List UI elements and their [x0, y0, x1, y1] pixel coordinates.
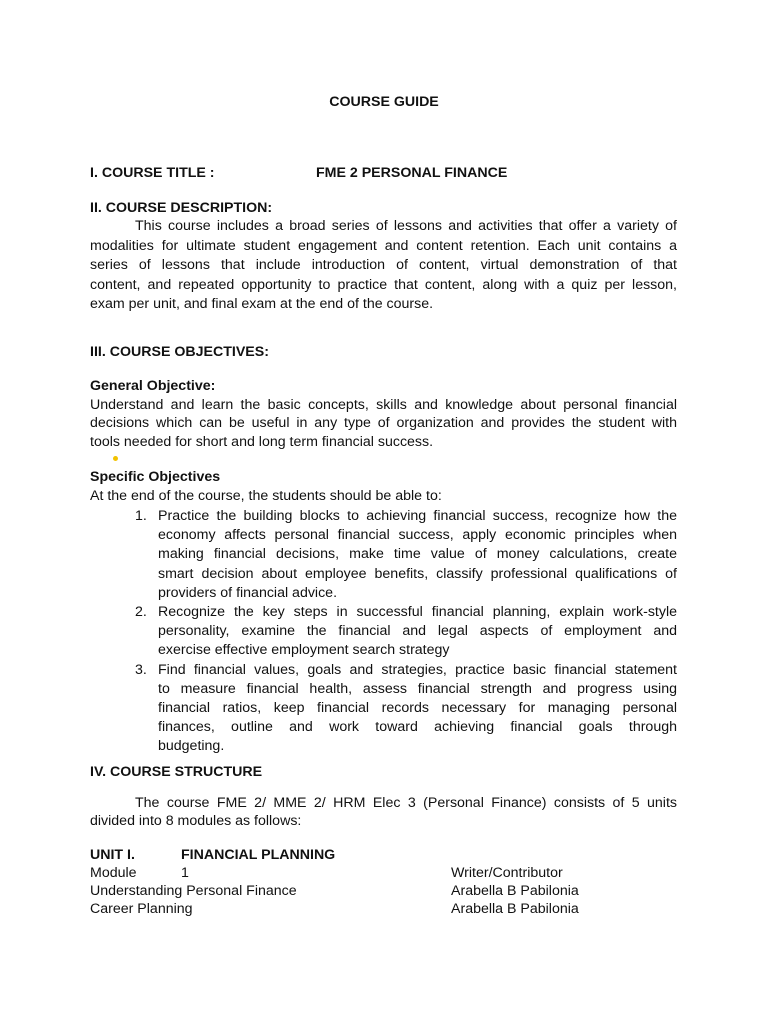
objective-line: Practice the building blocks to achieving financial success, recognize how the [158, 508, 677, 524]
unit-name: FINANCIAL PLANNING [181, 847, 336, 863]
description-heading: II. COURSE DESCRIPTION: [90, 200, 273, 216]
objective-item [135, 603, 677, 661]
objective-item [135, 507, 677, 603]
description-line: series of lessons that include introduction of content, virtual demonstration of that [90, 257, 677, 274]
description-line: This course includes a broad series of lessons and activities that offer a variety of [135, 218, 677, 234]
description-paragraph [90, 217, 677, 315]
structure-line: divided into 8 modules as follows: [90, 813, 302, 829]
general-objective-line: tools needed for short and long term financial success. [90, 433, 434, 450]
objective-line: personality, examine the financial and legal aspects of employment and [158, 623, 677, 640]
structure-line: The course FME 2/ MME 2/ HRM Elec 3 (Personal Finance) consists of 5 units [135, 795, 677, 811]
objective-number: 2. [135, 604, 147, 621]
description-line: exam per unit, and final exam at the end of the course. [90, 296, 434, 313]
general-objective-line: Understand and learn the basic concepts, skills and knowledge about personal financial [90, 397, 677, 413]
objective-line: providers of financial advice. [158, 584, 338, 601]
objective-line: making financial decisions, make time value of money calculations, create [158, 546, 677, 563]
course-title-label: I. COURSE TITLE : [90, 165, 215, 181]
general-objective-heading: General Objective: [90, 378, 216, 394]
objectives-heading: III. COURSE OBJECTIVES: [90, 344, 269, 360]
module-writer: Arabella B Pabilonia [451, 883, 579, 899]
structure-paragraph [90, 794, 677, 830]
module-topic: Career Planning [90, 901, 193, 917]
general-objective-line: decisions which can be useful in any type of organization and provides the student with [90, 415, 677, 432]
objective-line: smart decision about employee benefits, classify professional qualifications of [158, 565, 677, 582]
page-title: COURSE GUIDE [329, 94, 439, 110]
unit-label: UNIT I. [90, 847, 135, 863]
objective-number: 1. [135, 508, 147, 524]
structure-heading: IV. COURSE STRUCTURE [90, 764, 263, 780]
bullet-dot [113, 456, 118, 461]
module-writer: Arabella B Pabilonia [451, 901, 579, 917]
course-title-value: FME 2 PERSONAL FINANCE [316, 165, 508, 181]
module-number: 1 [181, 865, 189, 881]
module-topic: Understanding Personal Finance [90, 883, 297, 899]
objective-line: Find financial values, goals and strategies, practice basic financial statement [158, 661, 677, 678]
specific-objectives-list [135, 507, 677, 757]
objective-line: Recognize the key steps in successful financial planning, explain work-style [158, 604, 677, 621]
description-line: modalities for ultimate student engagement and content retention. Each unit contains a [90, 237, 677, 254]
specific-objectives-heading: Specific Objectives [90, 469, 221, 485]
module-label: Module [90, 865, 137, 881]
objective-line: financial ratios, keep financial records necessary for managing personal [158, 700, 677, 717]
objective-item [135, 661, 677, 757]
writer-header: Writer/Contributor [451, 865, 563, 881]
objective-line: finances, outline and work toward achieving financial goals through [158, 719, 677, 736]
objective-line: exercise effective employment search strategy [158, 642, 450, 659]
objective-line: economy affects personal financial success, apply economic principles when [158, 527, 677, 544]
description-line: content, and repeated opportunity to practice that content, along with a quiz per lesson, [90, 276, 677, 293]
objective-number: 3. [135, 661, 147, 678]
objective-line: to measure financial health, assess financial strength and progress using [158, 680, 677, 697]
specific-objectives-intro: At the end of the course, the students should be able to: [90, 488, 442, 504]
general-objective-paragraph [90, 396, 677, 451]
objective-line: budgeting. [158, 738, 225, 755]
